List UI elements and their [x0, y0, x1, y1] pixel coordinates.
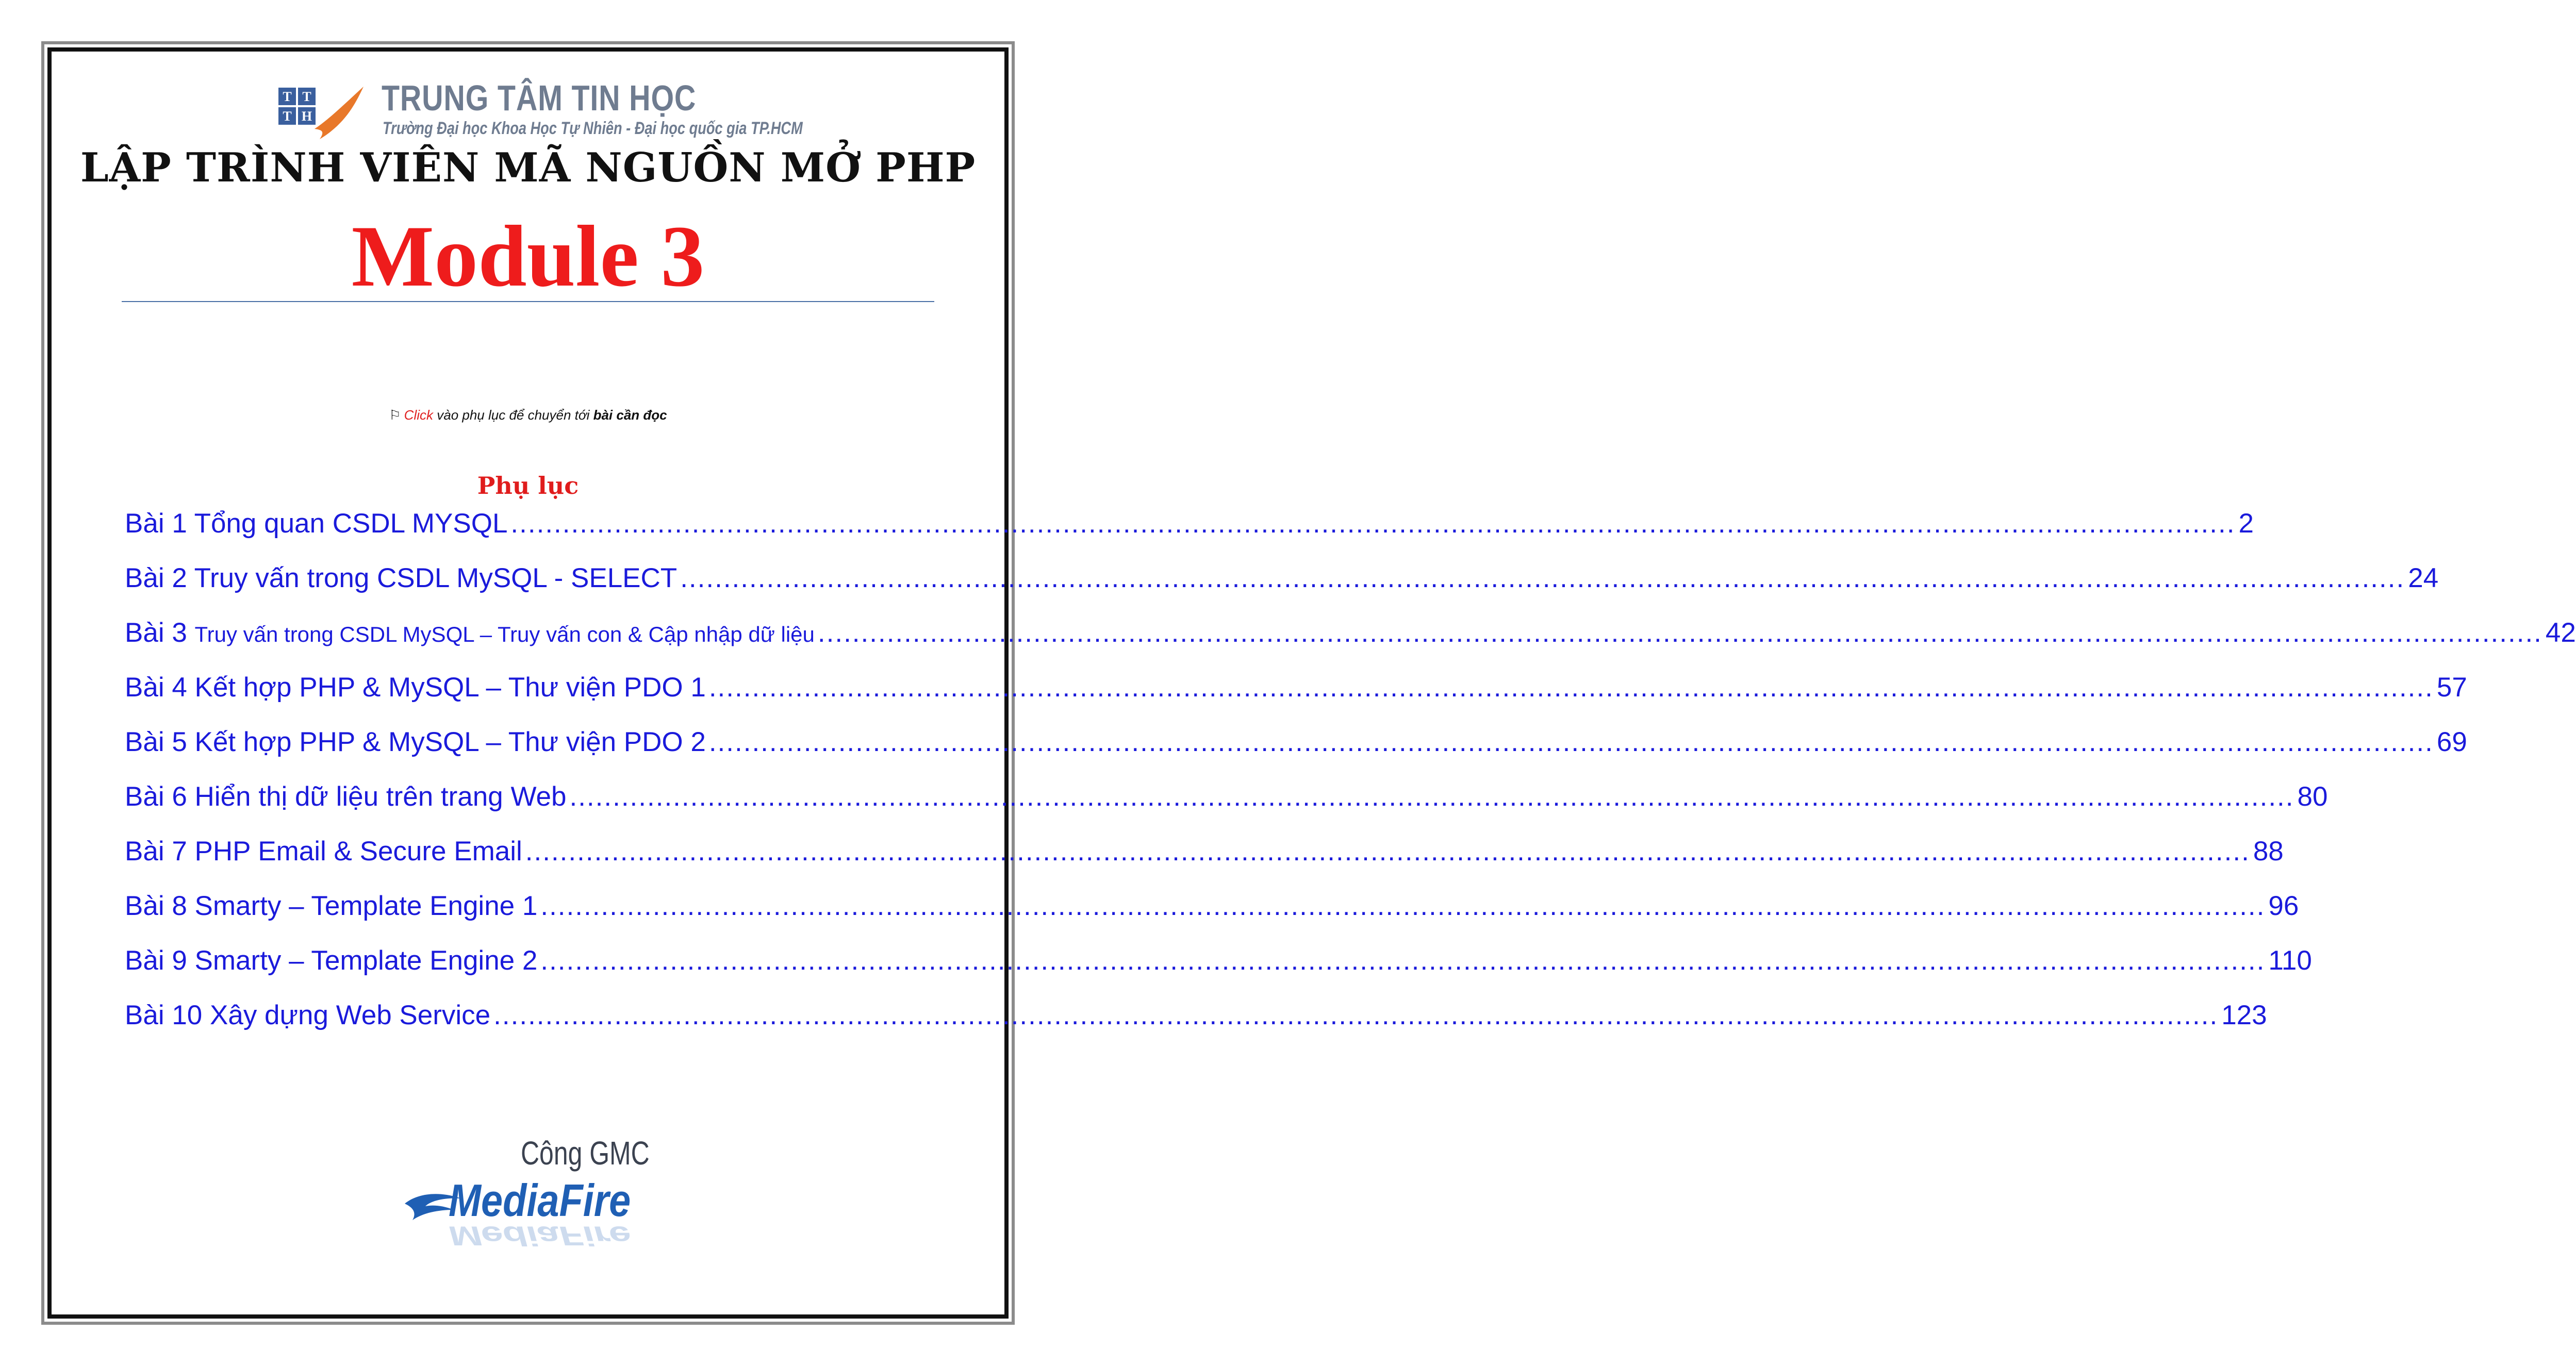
toc-link[interactable]	[125, 836, 2284, 890]
toc-link[interactable]	[125, 781, 2328, 836]
toc-link-prefix: Bài 9 Smarty – Template Engine 2	[125, 945, 538, 976]
logo-mark-letter: H	[301, 109, 312, 124]
module-title: Module 3	[351, 208, 705, 305]
toc-leader-dots: ........................................................................................................................................................................................................	[817, 618, 2542, 648]
toc-link-label	[125, 890, 537, 922]
toc-link-prefix: Bài 2 Truy vấn trong CSDL MySQL - SELECT	[125, 563, 678, 593]
toc-link-label	[125, 836, 522, 867]
toc-leader-dots: ........................................................................................................................................................................................................	[569, 781, 2294, 812]
logo-mark-letter: T	[283, 89, 292, 104]
toc-link-title-small: Truy vấn trong CSDL MySQL – Truy vấn con & Cập nhập dữ liệu	[194, 622, 815, 646]
mediafire-logo	[402, 1134, 650, 1258]
toc-link[interactable]	[125, 726, 2467, 781]
logo-mark-letter: T	[302, 89, 311, 104]
toc-page-number: 96	[2268, 891, 2299, 921]
toc-link[interactable]	[125, 562, 2439, 617]
flag-icon: ⚐	[389, 407, 401, 423]
toc-page-number: 80	[2297, 781, 2328, 812]
toc-page-number: 2	[2238, 508, 2254, 539]
hint-click: Click	[404, 407, 434, 423]
toc-leader-dots: ........................................................................................................................................................................................................	[680, 563, 2405, 593]
toc-link-prefix: Bài 5 Kết hợp PHP & MySQL – Thư viện PDO 2	[125, 727, 706, 757]
toc-leader-dots: ........................................................................................................................................................................................................	[525, 836, 2250, 867]
mediafire-brand-text: MediaFire	[449, 1175, 631, 1226]
course-title: LẬP TRÌNH VIÊN MÃ NGUỒN MỞ PHP	[80, 144, 976, 191]
toc-page-number: 57	[2436, 672, 2467, 703]
toc-page-number: 123	[2221, 1000, 2267, 1030]
toc-link-label	[125, 508, 507, 539]
toc-link-prefix: Bài 3	[125, 618, 195, 648]
mediafire-reflection: MediaFire	[449, 1221, 631, 1252]
toc-link-label	[125, 781, 566, 812]
toc-link[interactable]	[125, 999, 2267, 1054]
ttth-logo-icon	[278, 82, 366, 144]
toc-leader-dots: ........................................................................................................................................................................................................	[540, 891, 2266, 921]
toc-page-number: 24	[2408, 563, 2439, 593]
toc-link-prefix: Bài 6 Hiển thị dữ liệu trên trang Web	[125, 781, 567, 812]
toc-leader-dots: ........................................................................................................................................................................................................	[493, 1000, 2219, 1030]
toc-link-prefix: Bài 4 Kết hợp PHP & MySQL – Thư viện PDO 1	[125, 672, 706, 703]
toc-link[interactable]	[125, 672, 2467, 726]
hint-middle: vào phụ lục để chuyển tới	[433, 407, 593, 423]
toc-heading: Phụ lục	[477, 472, 579, 499]
toc-link-prefix: Bài 1 Tổng quan CSDL MYSQL	[125, 508, 508, 539]
toc-link-label	[125, 672, 706, 703]
logo-mark-letter: T	[283, 109, 292, 124]
toc-link-label	[125, 945, 537, 976]
toc-leader-dots: ........................................................................................................................................................................................................	[708, 727, 2434, 757]
toc-page-number: 42	[2545, 618, 2576, 648]
toc-leader-dots: ........................................................................................................................................................................................................	[708, 672, 2434, 703]
navigation-hint	[0, 407, 1056, 423]
logo-title: TRUNG TÂM TIN HỌC	[382, 78, 697, 118]
toc-link[interactable]	[125, 508, 2254, 562]
toc-link-prefix: Bài 10 Xây dựng Web Service	[125, 1000, 491, 1030]
toc-page-number: 88	[2253, 836, 2284, 867]
toc-link-label	[125, 617, 815, 648]
toc-link-prefix: Bài 8 Smarty – Template Engine 1	[125, 891, 538, 921]
table-of-contents	[125, 508, 2576, 1054]
toc-link[interactable]	[125, 890, 2299, 945]
toc-link-prefix: Bài 7 PHP Email & Secure Email	[125, 836, 522, 867]
toc-link[interactable]	[125, 617, 2576, 672]
logo-subtitle: Trường Đại học Khoa Học Tự Nhiên - Đại học quốc gia TP.HCM	[383, 119, 803, 138]
mediafire-cong-text: Công GMC	[521, 1135, 650, 1172]
toc-page-number: 110	[2268, 945, 2312, 976]
toc-page-number: 69	[2436, 727, 2467, 757]
toc-leader-dots: ........................................................................................................................................................................................................	[510, 508, 2236, 539]
hint-target: bài cần đọc	[593, 407, 667, 423]
toc-link-label	[125, 562, 677, 594]
title-divider	[122, 301, 934, 302]
toc-link-label	[125, 726, 706, 758]
toc-link-label	[125, 999, 490, 1031]
center-logo	[278, 77, 803, 144]
toc-leader-dots: ........................................................................................................................................................................................................	[540, 945, 2266, 976]
toc-link[interactable]	[125, 945, 2312, 999]
